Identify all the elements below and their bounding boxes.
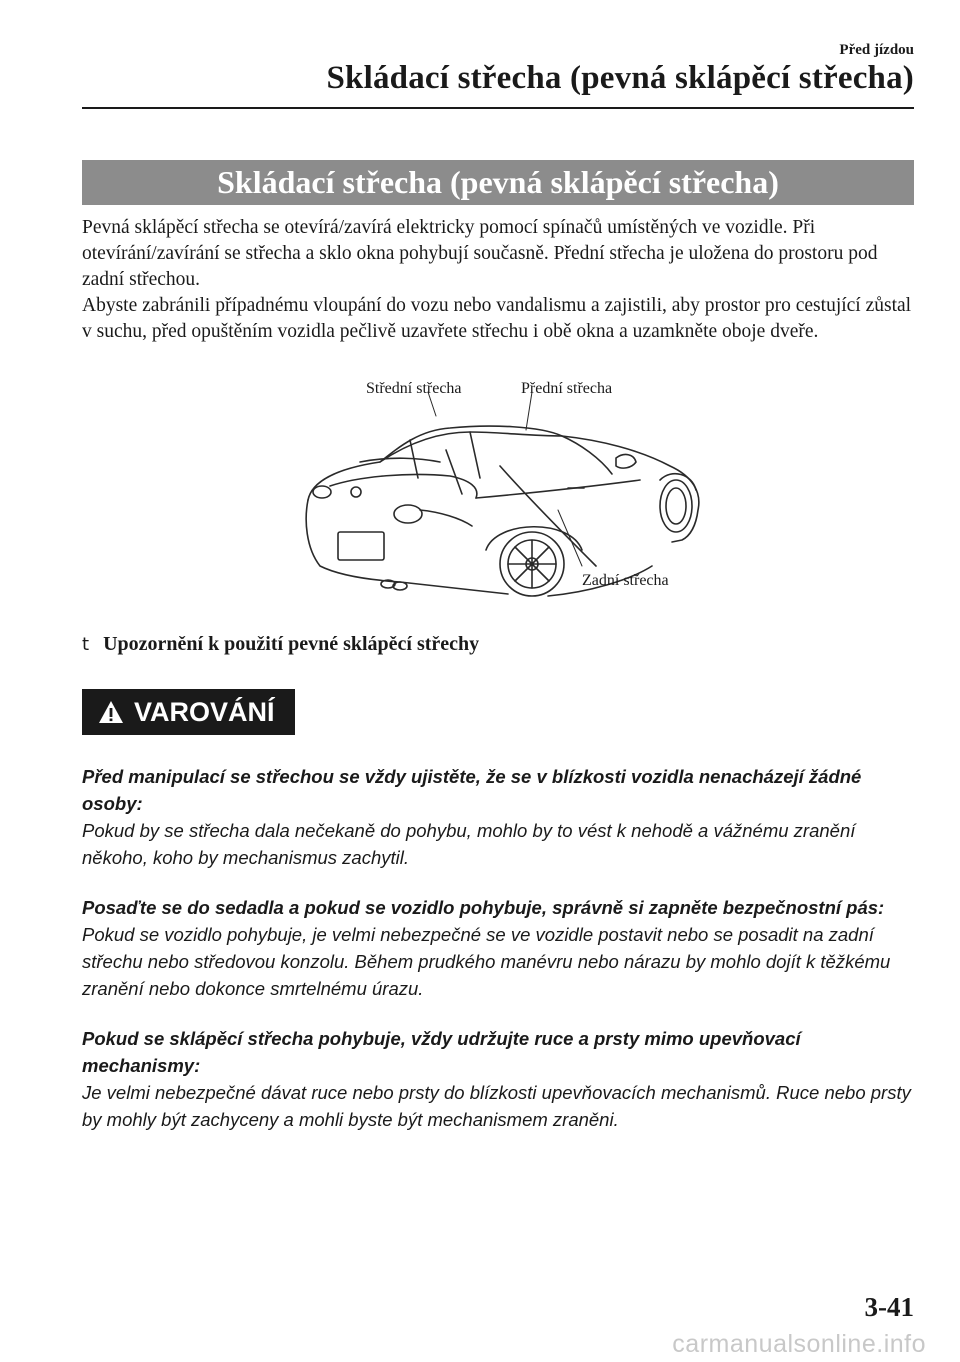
warning-heading: Pokud se sklápěcí střecha pohybuje, vždy udržujte ruce a prsty mimo upevňovací mechanismy: — [82, 1028, 801, 1076]
warning-badge — [82, 689, 295, 735]
page-title: Skládací střecha (pevná sklápěcí střecha) — [326, 60, 914, 96]
bullet-marker: t — [82, 634, 90, 655]
warning-triangle-icon — [98, 700, 124, 724]
subsection-title: Upozornění k použití pevné sklápěcí střechy — [103, 633, 480, 655]
chapter-label: Před jízdou — [839, 42, 914, 58]
subsection-heading — [82, 633, 479, 656]
warning-body: Pokud se vozidlo pohybuje, je velmi nebezpečné se ve vozidle postavit nebo se posadit na zadní střechu nebo středovou konzolu. Během prudkého manévru nebo nárazu by mohlo dojít k těžkému zranění nebo dokonce smrtelnému úrazu. — [82, 924, 891, 999]
rear-roof-label: Zadní střecha — [582, 572, 669, 589]
front-roof-label: Přední střecha — [521, 380, 613, 397]
warning-body: Je velmi nebezpečné dávat ruce nebo prsty do blízkosti upevňovacích mechanismů. Ruce nebo prsty by mohly být zachyceny a mohli byste být mechanismem zraněni. — [82, 1082, 911, 1130]
warning-badge-label: VAROVÁNÍ — [134, 696, 275, 727]
intro-text — [82, 215, 922, 345]
warning-heading: Posaďte se do sedadla a pokud se vozidlo pohybuje, správně si zapněte bezpečnostní pás: — [82, 897, 885, 918]
intro-paragraph: Abyste zabránili případnému vloupání do vozu nebo vandalismu a zajistili, aby prostor pro cestující zůstal v suchu, před opuštěním vozidla pečlivě uzavřete střechu i obě okna a uzamkněte oboje dveře. — [82, 295, 912, 342]
warning-body: Pokud by se střecha dala nečekaně do pohybu, mohlo by to vést k nehodě a vážnému zranění někoho, koho by mechanismus zachytil. — [82, 820, 856, 868]
middle-roof-label: Střední střecha — [366, 380, 462, 397]
warning-list — [82, 763, 922, 1156]
warning-heading: Před manipulací se střechou se vždy ujistěte, že se v blízkosti vozidla nenacházejí žádné osoby: — [82, 766, 862, 814]
car-roof-illustration — [300, 370, 710, 620]
page-number: 3-41 — [864, 1292, 914, 1322]
warning-item — [82, 1025, 922, 1133]
intro-paragraph: Pevná sklápěcí střecha se otevírá/zavírá elektricky pomocí spínačů umístěných ve vozidle. Při otevírání/zavírání se střecha a sklo okna pohybují současně. Přední střecha je uložena do prostoru pod zadní střechou. — [82, 217, 878, 290]
header-divider — [82, 107, 914, 109]
warning-item — [82, 763, 922, 871]
warning-item — [82, 894, 922, 1002]
watermark: carmanualsonline.info — [672, 1330, 926, 1358]
section-banner: Skládací střecha (pevná sklápěcí střecha) — [82, 160, 914, 205]
